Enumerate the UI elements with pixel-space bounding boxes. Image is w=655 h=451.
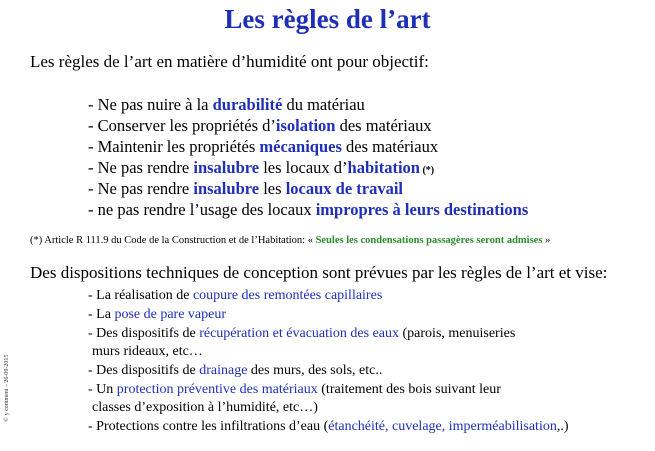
list-item: - Des dispositifs de drainage des murs, des sols, etc..: [88, 363, 383, 378]
intro-text: Les règles de l’art en matière d’humidité ont pour objectif:: [30, 52, 429, 71]
list-item: - La pose de pare vapeur: [88, 307, 226, 322]
list-item: - Maintenir les propriétés mécaniques des matériaux: [88, 137, 439, 156]
list-item: classes d’exposition à l’humidité, etc…): [92, 400, 318, 415]
page-title: Les règles de l’art: [224, 4, 431, 34]
list-item: - Ne pas nuire à la durabilité du matériau: [88, 95, 365, 114]
list-item: - ne pas rendre l’usage des locaux impropres à leurs destinations: [88, 200, 529, 219]
side-credit: © y comment – 26-09-2015: [4, 354, 10, 422]
list-item: - Un protection préventive des matériaux (traitement des bois suivant leur: [88, 382, 501, 397]
list-item: - Ne pas rendre insalubre les locaux de travail: [88, 179, 404, 198]
list-item: - Des dispositifs de récupération et évacuation des eaux (parois, menuiseries: [88, 326, 516, 341]
list-item: murs rideaux, etc…: [92, 344, 203, 359]
dispositions-intro: Des dispositions techniques de conception sont prévues par les règles de l’art et vise:: [30, 263, 608, 282]
list-item: - La réalisation de coupure des remontées capillaires: [88, 288, 383, 303]
list-item: - Protections contre les infiltrations d’eau (étanchéité, cuvelage, imperméabilisation,.): [88, 419, 569, 434]
footnote: (*) Article R 111.9 du Code de la Construction et de l’Habitation: « Seules les condensations passagères seront admises »: [30, 235, 551, 246]
list-item: - Ne pas rendre insalubre les locaux d’habitation (*): [88, 158, 435, 177]
list-item: - Conserver les propriétés d’isolation des matériaux: [88, 116, 432, 135]
